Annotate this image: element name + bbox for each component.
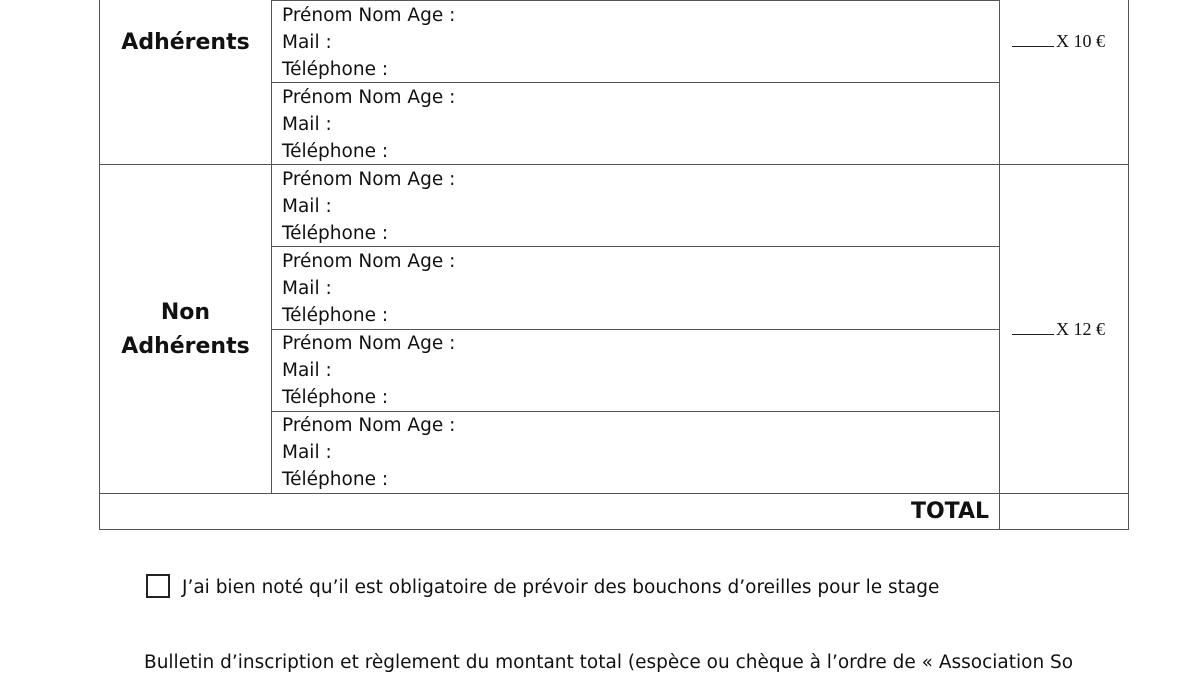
category-label-adherents [100, 26, 271, 60]
price-adherents [1012, 31, 1122, 51]
price-text: X 10 € [1056, 31, 1105, 51]
table-border-left [99, 0, 100, 530]
category-label-line: Non [160, 300, 211, 325]
mail-field-label: Mail : [282, 114, 332, 135]
mail-field-label: Mail : [282, 32, 332, 53]
name-age-field-label: Prénom Nom Age : [282, 251, 456, 272]
phone-field-label: Téléphone : [282, 59, 389, 80]
total-label: TOTAL [910, 499, 989, 524]
mail-field-label: Mail : [282, 196, 332, 217]
participant-entry[interactable] [282, 248, 982, 329]
name-age-field-label: Prénom Nom Age : [282, 5, 456, 26]
participant-entry[interactable] [282, 412, 982, 493]
participant-entry[interactable] [282, 166, 982, 247]
name-age-field-label: Prénom Nom Age : [282, 333, 456, 354]
phone-field-label: Téléphone : [282, 305, 389, 326]
category-label-line: Adhérents [121, 334, 250, 359]
phone-field-label: Téléphone : [282, 469, 389, 490]
mail-field-label: Mail : [282, 442, 332, 463]
name-age-field-label: Prénom Nom Age : [282, 169, 456, 190]
category-label-non-adherents [100, 296, 271, 364]
table-border-bottom [99, 529, 1129, 530]
bulletin-instructions: Bulletin d’inscription et règlement du montant total (espèce ou chèque à l’ordre de « Association So [144, 652, 1074, 673]
price-text: X 12 € [1056, 319, 1105, 339]
name-age-field-label: Prénom Nom Age : [282, 87, 456, 108]
name-age-field-label: Prénom Nom Age : [282, 415, 456, 436]
quantity-blank[interactable] [1012, 320, 1054, 335]
participant-entry[interactable] [282, 2, 982, 83]
participant-entry[interactable] [282, 330, 982, 411]
quantity-blank[interactable] [1012, 32, 1054, 47]
participant-entry[interactable] [282, 84, 982, 165]
phone-field-label: Téléphone : [282, 223, 389, 244]
earplugs-checkbox-label: J’ai bien noté qu’il est obligatoire de prévoir des bouchons d’oreilles pour le stage [182, 577, 940, 598]
price-non-adherents [1012, 319, 1122, 339]
table-border-right [1128, 0, 1129, 530]
total-row-top [99, 493, 1129, 494]
mail-field-label: Mail : [282, 278, 332, 299]
phone-field-label: Téléphone : [282, 387, 389, 408]
table-divider-category [271, 0, 272, 494]
table-divider-price [999, 0, 1000, 530]
earplugs-checkbox[interactable] [146, 574, 170, 598]
phone-field-label: Téléphone : [282, 141, 389, 162]
mail-field-label: Mail : [282, 360, 332, 381]
row-divider [271, 0, 1000, 1]
category-label-line: Adhérents [121, 30, 250, 55]
total-value-cell[interactable] [1000, 494, 1128, 529]
